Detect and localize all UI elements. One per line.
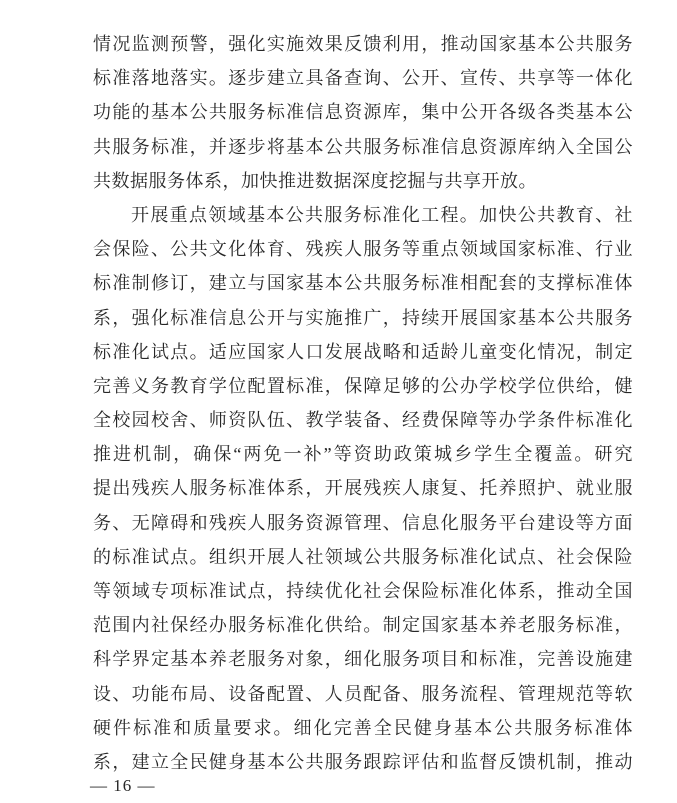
text-line: 范围内社保经办服务标准化供给。制定国家基本养老服务标准， xyxy=(93,615,633,636)
text-line: 科学界定基本养老服务对象，细化服务项目和标准，完善设施建 xyxy=(93,649,633,670)
text-line: 共数据服务体系，加快推进数据深度挖掘与共享开放。 xyxy=(93,170,537,191)
text-line: 情况监测预警，强化实施效果反馈利用，推动国家基本公共服务 xyxy=(93,34,633,54)
text-line: 会保险、公共文化体育、残疾人服务等重点领域国家标准、行业 xyxy=(93,239,633,260)
text-line: 共服务标准，并逐步将基本公共服务标准信息资源库纳入全国公 xyxy=(93,136,633,157)
text-line: 标准化试点。适应国家人口发展战略和适龄儿童变化情况，制定 xyxy=(93,341,633,362)
body-text xyxy=(93,27,633,779)
text-line: 提出残疾人服务标准体系，开展残疾人康复、托养照护、就业服 xyxy=(93,478,633,499)
text-line: 系，建立全民健身基本公共服务跟踪评估和监督反馈机制，推动 xyxy=(93,751,633,772)
text-line: 硬件标准和质量要求。细化完善全民健身基本公共服务标准体 xyxy=(93,717,633,738)
text-line: 务、无障碍和残疾人服务资源管理、信息化服务平台建设等方面 xyxy=(93,512,633,533)
text-line: 开展重点领域基本公共服务标准化工程。加快公共教育、社 xyxy=(131,204,633,225)
text-line: 标准落地落实。逐步建立具备查询、公开、宣传、共享等一体化 xyxy=(93,68,633,89)
text-line: 设、功能布局、设备配置、人员配备、服务流程、管理规范等软 xyxy=(93,683,633,704)
text-line: 功能的基本公共服务标准信息资源库，集中公开各级各类基本公 xyxy=(93,102,633,123)
text-line: 完善义务教育学位配置标准，保障足够的公办学校学位供给，健 xyxy=(93,375,633,396)
text-line: 标准制修订，建立与国家基本公共服务标准相配套的支撑标准体 xyxy=(93,273,633,294)
text-line: 系，强化标准信息公开与实施推广，持续开展国家基本公共服务 xyxy=(93,307,633,328)
text-line: 等领域专项标准试点，持续优化社会保险标准化体系，推动全国 xyxy=(93,581,633,601)
text-line: 全校园校舍、师资队伍、教学装备、经费保障等办学条件标准化 xyxy=(93,410,633,431)
page-number: — 16 — xyxy=(90,776,156,795)
text-line: 推进机制，确保“两免一补”等资助政策城乡学生全覆盖。研究 xyxy=(93,444,633,465)
text-line: 的标准试点。组织开展人社领域公共服务标准化试点、社会保险 xyxy=(93,546,633,567)
